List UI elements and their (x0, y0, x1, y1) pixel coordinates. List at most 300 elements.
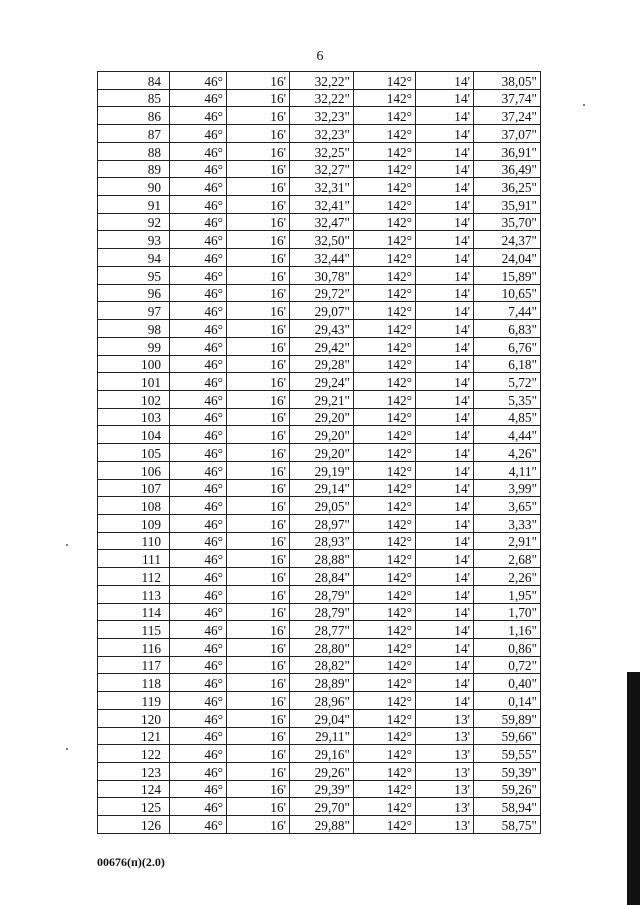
lon-minutes-cell: 14' (416, 585, 474, 603)
point-number-cell: 87 (98, 125, 170, 143)
lat-degrees-cell: 46° (170, 674, 227, 692)
lat-seconds-cell: 29,24" (290, 373, 354, 391)
lon-minutes-cell: 14' (416, 444, 474, 462)
lat-minutes-cell: 16' (227, 302, 290, 320)
lon-seconds-cell: 59,55" (474, 745, 541, 763)
lon-seconds-cell: 4,44" (474, 426, 541, 444)
lat-minutes-cell: 16' (227, 89, 290, 107)
lon-degrees-cell: 142° (354, 249, 416, 267)
table-row (98, 107, 541, 125)
coordinates-table-body (98, 72, 541, 834)
lon-degrees-cell: 142° (354, 426, 416, 444)
lon-minutes-cell: 14' (416, 302, 474, 320)
lon-seconds-cell: 0,14" (474, 692, 541, 710)
lon-degrees-cell: 142° (354, 373, 416, 391)
table-row (98, 550, 541, 568)
lat-seconds-cell: 28,96" (290, 692, 354, 710)
point-number-cell: 90 (98, 178, 170, 196)
lon-minutes-cell: 14' (416, 479, 474, 497)
point-number-cell: 113 (98, 585, 170, 603)
lat-minutes-cell: 16' (227, 444, 290, 462)
lat-seconds-cell: 30,78" (290, 266, 354, 284)
lon-seconds-cell: 35,70" (474, 213, 541, 231)
lon-minutes-cell: 14' (416, 639, 474, 657)
lat-degrees-cell: 46° (170, 426, 227, 444)
point-number-cell: 121 (98, 727, 170, 745)
lat-seconds-cell: 32,25" (290, 142, 354, 160)
lon-minutes-cell: 14' (416, 390, 474, 408)
point-number-cell: 89 (98, 160, 170, 178)
lon-minutes-cell: 13' (416, 709, 474, 727)
lon-degrees-cell: 142° (354, 337, 416, 355)
lon-minutes-cell: 14' (416, 568, 474, 586)
table-row (98, 373, 541, 391)
point-number-cell: 106 (98, 461, 170, 479)
lon-minutes-cell: 14' (416, 320, 474, 338)
point-number-cell: 104 (98, 426, 170, 444)
lat-degrees-cell: 46° (170, 231, 227, 249)
lat-degrees-cell: 46° (170, 284, 227, 302)
lon-minutes-cell: 14' (416, 178, 474, 196)
lon-seconds-cell: 0,72" (474, 656, 541, 674)
point-number-cell: 88 (98, 142, 170, 160)
lat-degrees-cell: 46° (170, 621, 227, 639)
lat-minutes-cell: 16' (227, 550, 290, 568)
point-number-cell: 91 (98, 196, 170, 214)
lon-seconds-cell: 36,49" (474, 160, 541, 178)
lon-minutes-cell: 14' (416, 142, 474, 160)
lon-minutes-cell: 14' (416, 621, 474, 639)
point-number-cell: 125 (98, 798, 170, 816)
lat-seconds-cell: 29,88" (290, 816, 354, 834)
lat-minutes-cell: 16' (227, 798, 290, 816)
point-number-cell: 122 (98, 745, 170, 763)
lon-minutes-cell: 14' (416, 160, 474, 178)
table-row (98, 160, 541, 178)
lon-degrees-cell: 142° (354, 656, 416, 674)
lon-degrees-cell: 142° (354, 550, 416, 568)
point-number-cell: 92 (98, 213, 170, 231)
lat-degrees-cell: 46° (170, 125, 227, 143)
lat-minutes-cell: 16' (227, 727, 290, 745)
lon-minutes-cell: 14' (416, 550, 474, 568)
table-row (98, 355, 541, 373)
table-row (98, 621, 541, 639)
lon-degrees-cell: 142° (354, 408, 416, 426)
lat-minutes-cell: 16' (227, 196, 290, 214)
point-number-cell: 119 (98, 692, 170, 710)
lat-degrees-cell: 46° (170, 390, 227, 408)
lat-minutes-cell: 16' (227, 408, 290, 426)
lon-degrees-cell: 142° (354, 763, 416, 781)
table-row (98, 231, 541, 249)
lat-degrees-cell: 46° (170, 763, 227, 781)
table-row (98, 249, 541, 267)
lat-seconds-cell: 32,44" (290, 249, 354, 267)
lon-degrees-cell: 142° (354, 745, 416, 763)
lon-seconds-cell: 2,68" (474, 550, 541, 568)
lon-minutes-cell: 13' (416, 745, 474, 763)
lon-minutes-cell: 14' (416, 426, 474, 444)
lon-minutes-cell: 14' (416, 461, 474, 479)
lon-minutes-cell: 14' (416, 497, 474, 515)
lat-seconds-cell: 29,42" (290, 337, 354, 355)
lon-seconds-cell: 5,35" (474, 390, 541, 408)
lat-degrees-cell: 46° (170, 550, 227, 568)
lat-minutes-cell: 16' (227, 266, 290, 284)
table-row (98, 320, 541, 338)
lat-minutes-cell: 16' (227, 763, 290, 781)
lon-degrees-cell: 142° (354, 320, 416, 338)
lat-seconds-cell: 32,31" (290, 178, 354, 196)
lat-minutes-cell: 16' (227, 621, 290, 639)
lat-degrees-cell: 46° (170, 178, 227, 196)
point-number-cell: 97 (98, 302, 170, 320)
lon-minutes-cell: 13' (416, 798, 474, 816)
lat-minutes-cell: 16' (227, 284, 290, 302)
lat-minutes-cell: 16' (227, 585, 290, 603)
lon-minutes-cell: 14' (416, 213, 474, 231)
lon-minutes-cell: 14' (416, 266, 474, 284)
coordinates-table (97, 71, 541, 834)
table-row (98, 798, 541, 816)
point-number-cell: 99 (98, 337, 170, 355)
lat-minutes-cell: 16' (227, 160, 290, 178)
lat-minutes-cell: 16' (227, 320, 290, 338)
lon-minutes-cell: 14' (416, 692, 474, 710)
lon-minutes-cell: 14' (416, 337, 474, 355)
lon-degrees-cell: 142° (354, 674, 416, 692)
lon-degrees-cell: 142° (354, 302, 416, 320)
table-row (98, 639, 541, 657)
point-number-cell: 98 (98, 320, 170, 338)
lat-minutes-cell: 16' (227, 337, 290, 355)
lat-degrees-cell: 46° (170, 373, 227, 391)
lon-degrees-cell: 142° (354, 213, 416, 231)
lat-seconds-cell: 32,50" (290, 231, 354, 249)
lat-seconds-cell: 29,11" (290, 727, 354, 745)
lat-seconds-cell: 29,39" (290, 780, 354, 798)
lat-minutes-cell: 16' (227, 497, 290, 515)
lon-degrees-cell: 142° (354, 568, 416, 586)
lat-degrees-cell: 46° (170, 727, 227, 745)
lat-minutes-cell: 16' (227, 125, 290, 143)
table-row (98, 603, 541, 621)
lat-degrees-cell: 46° (170, 89, 227, 107)
lat-minutes-cell: 16' (227, 355, 290, 373)
lat-degrees-cell: 46° (170, 816, 227, 834)
point-number-cell: 95 (98, 266, 170, 284)
table-row (98, 568, 541, 586)
lon-minutes-cell: 14' (416, 674, 474, 692)
lat-minutes-cell: 16' (227, 479, 290, 497)
lon-degrees-cell: 142° (354, 621, 416, 639)
lon-seconds-cell: 6,83" (474, 320, 541, 338)
lat-degrees-cell: 46° (170, 585, 227, 603)
lat-minutes-cell: 16' (227, 178, 290, 196)
lat-degrees-cell: 46° (170, 408, 227, 426)
table-row (98, 408, 541, 426)
table-row (98, 302, 541, 320)
lon-seconds-cell: 37,24" (474, 107, 541, 125)
lon-degrees-cell: 142° (354, 178, 416, 196)
lon-seconds-cell: 4,26" (474, 444, 541, 462)
lon-seconds-cell: 10,65" (474, 284, 541, 302)
lat-degrees-cell: 46° (170, 160, 227, 178)
scan-speck (583, 104, 585, 106)
lon-degrees-cell: 142° (354, 125, 416, 143)
table-row (98, 780, 541, 798)
lon-minutes-cell: 14' (416, 532, 474, 550)
lat-seconds-cell: 28,79" (290, 603, 354, 621)
lat-seconds-cell: 29,20" (290, 408, 354, 426)
lat-seconds-cell: 29,43" (290, 320, 354, 338)
lat-seconds-cell: 29,72" (290, 284, 354, 302)
lat-seconds-cell: 28,79" (290, 585, 354, 603)
table-row (98, 709, 541, 727)
lon-seconds-cell: 3,65" (474, 497, 541, 515)
lon-seconds-cell: 1,16" (474, 621, 541, 639)
lat-degrees-cell: 46° (170, 479, 227, 497)
lat-seconds-cell: 29,28" (290, 355, 354, 373)
lon-degrees-cell: 142° (354, 532, 416, 550)
lat-degrees-cell: 46° (170, 355, 227, 373)
table-row (98, 125, 541, 143)
point-number-cell: 107 (98, 479, 170, 497)
table-row (98, 479, 541, 497)
point-number-cell: 120 (98, 709, 170, 727)
lat-degrees-cell: 46° (170, 249, 227, 267)
lon-minutes-cell: 14' (416, 231, 474, 249)
point-number-cell: 126 (98, 816, 170, 834)
lon-seconds-cell: 59,66" (474, 727, 541, 745)
lat-degrees-cell: 46° (170, 444, 227, 462)
lat-minutes-cell: 16' (227, 568, 290, 586)
table-row (98, 497, 541, 515)
lon-degrees-cell: 142° (354, 196, 416, 214)
lon-seconds-cell: 7,44" (474, 302, 541, 320)
lat-seconds-cell: 32,23" (290, 107, 354, 125)
table-row (98, 745, 541, 763)
lon-seconds-cell: 59,39" (474, 763, 541, 781)
lat-minutes-cell: 16' (227, 603, 290, 621)
lat-minutes-cell: 16' (227, 461, 290, 479)
point-number-cell: 123 (98, 763, 170, 781)
scan-speck (66, 544, 68, 546)
lat-degrees-cell: 46° (170, 107, 227, 125)
lon-degrees-cell: 142° (354, 816, 416, 834)
table-row (98, 178, 541, 196)
lat-degrees-cell: 46° (170, 72, 227, 90)
lon-seconds-cell: 58,94" (474, 798, 541, 816)
lon-minutes-cell: 14' (416, 603, 474, 621)
point-number-cell: 93 (98, 231, 170, 249)
lat-degrees-cell: 46° (170, 213, 227, 231)
lon-seconds-cell: 59,89" (474, 709, 541, 727)
table-row (98, 656, 541, 674)
lat-seconds-cell: 28,97" (290, 514, 354, 532)
lon-seconds-cell: 6,76" (474, 337, 541, 355)
lon-minutes-cell: 14' (416, 107, 474, 125)
lat-seconds-cell: 32,41" (290, 196, 354, 214)
table-row (98, 142, 541, 160)
lon-seconds-cell: 37,07" (474, 125, 541, 143)
lon-degrees-cell: 142° (354, 479, 416, 497)
lon-minutes-cell: 14' (416, 355, 474, 373)
lat-seconds-cell: 28,84" (290, 568, 354, 586)
table-row (98, 337, 541, 355)
lat-degrees-cell: 46° (170, 142, 227, 160)
table-row (98, 816, 541, 834)
lon-degrees-cell: 142° (354, 284, 416, 302)
point-number-cell: 118 (98, 674, 170, 692)
lat-degrees-cell: 46° (170, 320, 227, 338)
point-number-cell: 85 (98, 89, 170, 107)
point-number-cell: 110 (98, 532, 170, 550)
lat-minutes-cell: 16' (227, 514, 290, 532)
lon-degrees-cell: 142° (354, 514, 416, 532)
lat-seconds-cell: 28,88" (290, 550, 354, 568)
lat-seconds-cell: 32,27" (290, 160, 354, 178)
lon-minutes-cell: 13' (416, 780, 474, 798)
lon-seconds-cell: 35,91" (474, 196, 541, 214)
point-number-cell: 109 (98, 514, 170, 532)
lon-degrees-cell: 142° (354, 89, 416, 107)
lat-minutes-cell: 16' (227, 107, 290, 125)
lat-degrees-cell: 46° (170, 798, 227, 816)
lat-degrees-cell: 46° (170, 745, 227, 763)
lat-minutes-cell: 16' (227, 745, 290, 763)
table-row (98, 727, 541, 745)
lat-minutes-cell: 16' (227, 639, 290, 657)
lon-seconds-cell: 3,99" (474, 479, 541, 497)
lon-seconds-cell: 1,95" (474, 585, 541, 603)
lon-seconds-cell: 37,74" (474, 89, 541, 107)
lon-seconds-cell: 58,75" (474, 816, 541, 834)
lat-minutes-cell: 16' (227, 674, 290, 692)
lon-degrees-cell: 142° (354, 160, 416, 178)
lat-degrees-cell: 46° (170, 656, 227, 674)
table-row (98, 585, 541, 603)
lon-seconds-cell: 36,91" (474, 142, 541, 160)
lat-minutes-cell: 16' (227, 213, 290, 231)
table-row (98, 72, 541, 90)
point-number-cell: 102 (98, 390, 170, 408)
lon-seconds-cell: 0,86" (474, 639, 541, 657)
lat-minutes-cell: 16' (227, 426, 290, 444)
table-row (98, 284, 541, 302)
lat-degrees-cell: 46° (170, 302, 227, 320)
lon-seconds-cell: 36,25" (474, 178, 541, 196)
lon-degrees-cell: 142° (354, 798, 416, 816)
lon-degrees-cell: 142° (354, 390, 416, 408)
scan-edge-bar (627, 672, 640, 905)
lon-minutes-cell: 14' (416, 514, 474, 532)
lat-seconds-cell: 29,05" (290, 497, 354, 515)
lon-seconds-cell: 15,89" (474, 266, 541, 284)
lon-degrees-cell: 142° (354, 497, 416, 515)
lon-minutes-cell: 14' (416, 72, 474, 90)
lon-degrees-cell: 142° (354, 603, 416, 621)
lat-seconds-cell: 28,89" (290, 674, 354, 692)
lon-degrees-cell: 142° (354, 355, 416, 373)
point-number-cell: 117 (98, 656, 170, 674)
point-number-cell: 108 (98, 497, 170, 515)
lat-seconds-cell: 29,20" (290, 444, 354, 462)
lat-minutes-cell: 16' (227, 72, 290, 90)
point-number-cell: 103 (98, 408, 170, 426)
lon-minutes-cell: 14' (416, 284, 474, 302)
lon-degrees-cell: 142° (354, 639, 416, 657)
lat-seconds-cell: 29,19" (290, 461, 354, 479)
lon-seconds-cell: 0,40" (474, 674, 541, 692)
lat-seconds-cell: 32,23" (290, 125, 354, 143)
lat-seconds-cell: 29,04" (290, 709, 354, 727)
lat-seconds-cell: 29,14" (290, 479, 354, 497)
point-number-cell: 105 (98, 444, 170, 462)
lon-degrees-cell: 142° (354, 727, 416, 745)
lon-minutes-cell: 14' (416, 656, 474, 674)
lon-degrees-cell: 142° (354, 107, 416, 125)
lon-minutes-cell: 13' (416, 816, 474, 834)
lon-degrees-cell: 142° (354, 142, 416, 160)
lon-seconds-cell: 3,33" (474, 514, 541, 532)
lon-seconds-cell: 24,37" (474, 231, 541, 249)
table-row (98, 514, 541, 532)
table-row (98, 213, 541, 231)
table-row (98, 461, 541, 479)
point-number-cell: 86 (98, 107, 170, 125)
lat-minutes-cell: 16' (227, 816, 290, 834)
table-row (98, 444, 541, 462)
lon-degrees-cell: 142° (354, 709, 416, 727)
lat-seconds-cell: 32,22" (290, 72, 354, 90)
lat-minutes-cell: 16' (227, 780, 290, 798)
point-number-cell: 96 (98, 284, 170, 302)
lat-seconds-cell: 29,07" (290, 302, 354, 320)
lat-seconds-cell: 29,26" (290, 763, 354, 781)
lat-minutes-cell: 16' (227, 692, 290, 710)
lon-seconds-cell: 59,26" (474, 780, 541, 798)
lat-seconds-cell: 29,70" (290, 798, 354, 816)
lon-minutes-cell: 14' (416, 125, 474, 143)
table-row (98, 532, 541, 550)
lat-minutes-cell: 16' (227, 656, 290, 674)
scan-speck (66, 748, 68, 750)
lat-minutes-cell: 16' (227, 390, 290, 408)
point-number-cell: 124 (98, 780, 170, 798)
lat-minutes-cell: 16' (227, 532, 290, 550)
page-number: 6 (316, 49, 324, 64)
point-number-cell: 101 (98, 373, 170, 391)
lon-minutes-cell: 14' (416, 89, 474, 107)
point-number-cell: 115 (98, 621, 170, 639)
lon-minutes-cell: 14' (416, 408, 474, 426)
table-row (98, 674, 541, 692)
table-row (98, 390, 541, 408)
lat-minutes-cell: 16' (227, 231, 290, 249)
point-number-cell: 94 (98, 249, 170, 267)
lon-degrees-cell: 142° (354, 780, 416, 798)
lon-seconds-cell: 6,18" (474, 355, 541, 373)
lat-degrees-cell: 46° (170, 568, 227, 586)
lat-degrees-cell: 46° (170, 196, 227, 214)
lon-seconds-cell: 2,91" (474, 532, 541, 550)
lon-seconds-cell: 24,04" (474, 249, 541, 267)
lon-degrees-cell: 142° (354, 231, 416, 249)
point-number-cell: 114 (98, 603, 170, 621)
table-row (98, 266, 541, 284)
